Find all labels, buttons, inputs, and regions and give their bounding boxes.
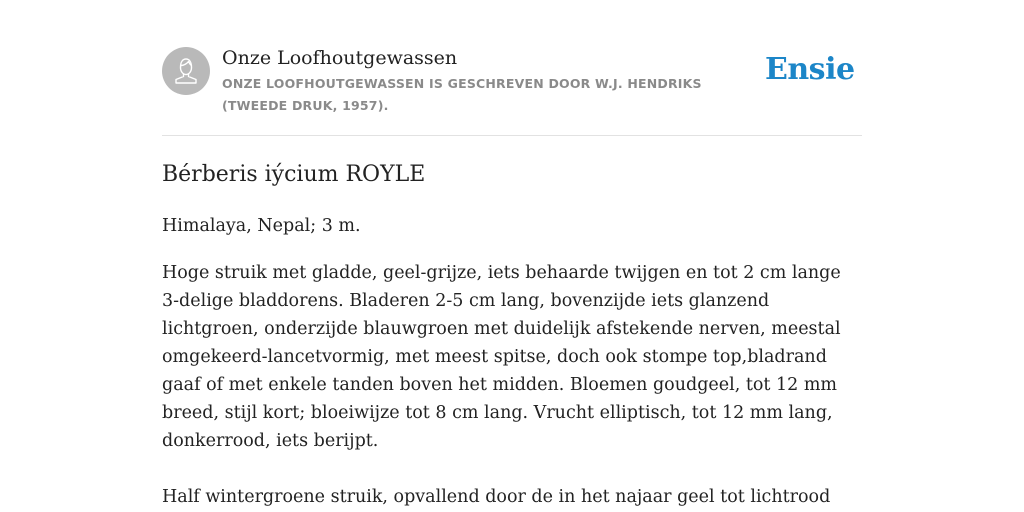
entry-article [162,158,862,511]
source-description: ONZE LOOFHOUTGEWASSEN IS GESCHREVEN DOOR W.J. HENDRIKS (TWEEDE DRUK, 1957). [222,76,702,113]
source-title[interactable]: Onze Loofhoutgewassen [222,47,458,69]
entry-title: Bérberis iýcium ROYLE [162,162,426,187]
user-avatar-icon [162,47,210,95]
entry-paragraph-origin: Himalaya, Nepal; 3 m. [162,216,361,236]
source-header [162,46,862,136]
entry-paragraph-description: Hoge struik met gladde, geel-grijze, iets behaarde twijgen en tot 2 cm lange 3-delige bladdorens. Bladeren 2-5 cm lang, bovenzijde iets glanzend lichtgroen, onderzijde blauwgroen met duidelijk afstekende nerven, meestal omgekeerd-lancetvormig, met meest spitse, doch ook stompe top,bladrand gaaf of met enkele tanden boven het midden. Bloemen goudgeel, tot 12 mm breed, stijl kort; bloeiwijze tot 8 cm lang. Vrucht elliptisch, tot 12 mm lang, donkerrood, iets berijpt. [162,263,841,451]
entry-paragraph-notes: Half wintergroene struik, opvallend door de in het najaar geel tot lichtrood [162,487,831,507]
ensie-logo[interactable]: Ensie [765,52,855,87]
header-divider [162,135,862,136]
